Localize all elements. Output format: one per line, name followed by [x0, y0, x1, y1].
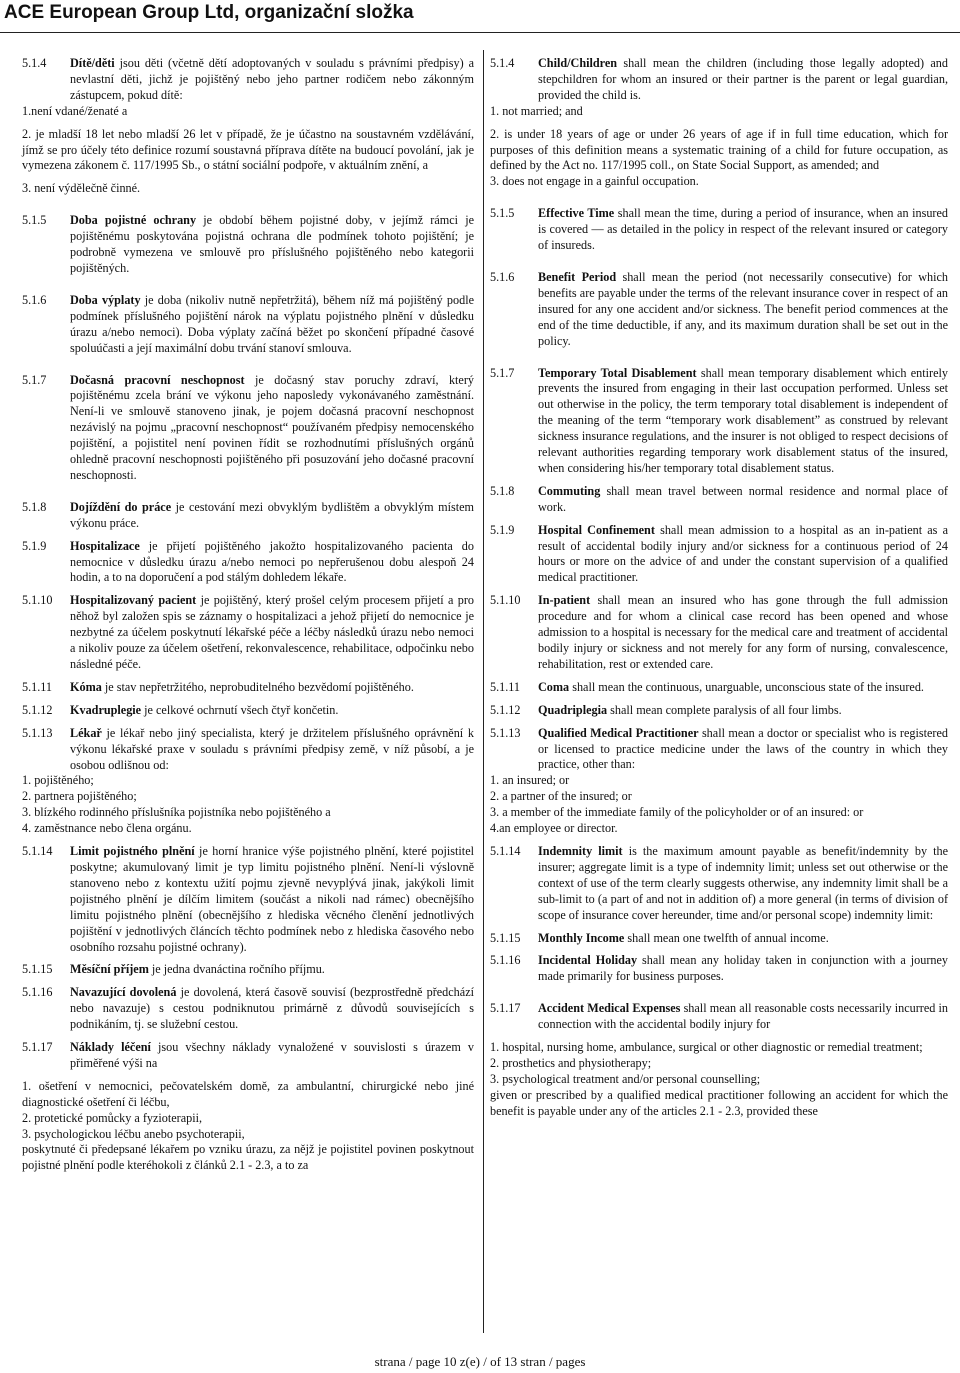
section-5-1-11-cz: 5.1.11 Kóma je stav nepřetržitého, neprobuditelného bezvědomí pojištěného.	[22, 679, 414, 694]
list-item: 1. an insured; or	[490, 773, 570, 788]
section-5-1-4-en: 5.1.4 Child/Children shall mean the children (including those legally adopted) and stepchildren for whom an insured or their partner is the parent or legal guardian, provided the child is.	[490, 56, 948, 102]
section-5-1-10-en: 5.1.10 In-patient shall mean an insured who has gone through the full admission procedure and for whom a clinical case record has been opened and whose admission to a hospital is necessary for the medical care and treatment of accidental bodily injury or sickness and not merely for any form of nursing, convalescence, rehabilitation, rest or extended care.	[490, 593, 948, 671]
header-divider	[0, 32, 960, 33]
column-divider	[483, 50, 484, 1333]
list-item: 2. prosthetics and physiotherapy;	[490, 1055, 652, 1070]
section-5-1-7-cz: 5.1.7 Dočasná pracovní neschopnost je dočasný stav poruchy zdraví, který pojištěnému zcela brání ve výkonu jeho naposledy vykonávaného zaměstnání. Není-li ve smlouvě stanoveno jinak, je pojem dočasná pracovní neschopnost nezávislý na pojmu „pracovní neschopnost“ používaném předpisy nemocenského pojištění, a pojistitel není povinen řídit se rozhodnutími příslušných orgánů ohledně pracovní neschopnosti pojištěného při posuzování jeho dočasné pracovní neschopnosti.	[22, 372, 474, 482]
section-5-1-9-cz: 5.1.9 Hospitalizace je přijetí pojištěného jakožto hospitalizovaného pacienta do nemocnice v důsledku úrazu a/nebo nemoci po nepřerušenou dobu alespoň 24 hodin, a to na doporučení a pod stálým dohledem lékaře.	[22, 538, 474, 585]
paragraph: poskytnuté či předepsané lékařem po vzniku úrazu, za nějž je pojistitel povinen poskytnout pojistné plnění podle kteréhokoli z článků 2.1 - 2.3, a to za	[22, 1142, 474, 1173]
list-item: 3. a member of the immediate family of the policyholder or of an insured: or	[490, 805, 864, 820]
section-5-1-5-cz: 5.1.5 Doba pojistné ochrany je období během pojistné doby, v jejímž rámci je pojištěnému poskytována pojistná ochrana dle podmínek tohoto pojištění; je podrobně vymezena ve smlouvě pro příslušného pojištěného nebo kategorii pojištěných.	[22, 213, 474, 275]
section-5-1-15-en: 5.1.15 Monthly Income shall mean one twelfth of annual income.	[490, 930, 829, 945]
section-5-1-15-cz: 5.1.15 Měsíční příjem je jedna dvanáctina ročního příjmu.	[22, 962, 325, 977]
list-item: 2. a partner of the insured; or	[490, 789, 632, 804]
section-5-1-5-en: 5.1.5 Effective Time shall mean the time, during a period of insurance, when an insured is covered — as detailed in the policy in respect of the relevant insured or category of insureds.	[490, 206, 948, 253]
section-5-1-17-en: 5.1.17 Accident Medical Expenses shall mean all reasonable costs necessarily incurred in connection with the accidental bodily injury for	[490, 1001, 948, 1032]
paragraph: given or prescribed by a qualified medical practitioner following an accident for which the benefit is payable under any of the articles 2.1 - 2.3, provided these	[490, 1087, 948, 1118]
list-item: 1. ošetření v nemocnici, pečovatelském domě, za ambulantní, chirurgické nebo jiné diagnostické ošetření či léčbu,	[22, 1078, 474, 1109]
section-5-1-6-en: 5.1.6 Benefit Period shall mean the period (not necessarily consecutive) for which benefits are payable under the terms of the relevant insurance cover in respect of an insured for any one accident and/or sickness. The benefit period commences at the end of the time deductible, if any, and its maximum duration shall be set out in the policy.	[490, 269, 948, 348]
section-5-1-13-cz: 5.1.13 Lékař je lékař nebo jiný specialista, který je držitelem příslušného oprávnění k výkonu lékařské praxe v souladu s právními předpisy země, v níž působí, a je osobou odlišnou od:	[22, 725, 474, 772]
company-header: ACE European Group Ltd, organizační složka	[4, 2, 414, 23]
list-item: 1. hospital, nursing home, ambulance, surgical or other diagnostic or remedial treatment;	[490, 1040, 923, 1055]
section-5-1-9-en: 5.1.9 Hospital Confinement shall mean admission to a hospital as an in-patient as a result of accidental bodily injury and/or sickness for a continuous period of 24 hours or more on the advice of and under the constant supervision of a qualified medical practitioner.	[490, 522, 948, 585]
list-item: 3. blízkého rodinného příslušníka pojistníka nebo pojištěného a	[22, 805, 331, 820]
page-footer: strana / page 10 z(e) / of 13 stran / pages	[374, 1354, 586, 1369]
list-item: 1. not married; and	[490, 103, 583, 118]
list-item: 3. does not engage in a gainful occupation.	[490, 174, 699, 189]
list-item: 2. partnera pojištěného;	[22, 789, 137, 804]
list-item: 3. psychological treatment and/or personal counselling;	[490, 1071, 761, 1086]
section-5-1-7-en: 5.1.7 Temporary Total Disablement shall mean temporary disablement which entirely prevents the insured from engaging in their last occupation performed. Unless set out otherwise in the policy, the term temporary total disablement is independent of the meaning of the term “temporary work disablement” as construed by relevant sickness insurance regulations, and the insurer is not obliged to respect decisions of relevant authorities regarding temporary work disablement status of the insured, when considering his/her temporary total disablement status.	[490, 365, 948, 475]
section-5-1-13-en: 5.1.13 Qualified Medical Practitioner shall mean a doctor or specialist who is registered or licensed to practice medicine under the laws of the country in which they practice, other than:	[490, 725, 948, 772]
list-item: 4. zaměstnance nebo člena orgánu.	[22, 821, 192, 836]
section-5-1-4-cz: 5.1.4 Dítě/děti jsou děti (včetně dětí adoptovaných v souladu s právními předpisy) a nevlastní děti, jichž je pojištěný nebo jeho partner rodičem nebo zákonným zástupcem, pokud dítě:	[22, 56, 474, 102]
list-item: 2. is under 18 years of age or under 26 years of age if in full time education, which for purposes of this definition means a systematic training of a child for future occupation, as defined by the Act no. 117/1995 coll., on State Social Support, as amended; and	[490, 126, 948, 173]
section-5-1-6-cz: 5.1.6 Doba výplaty je doba (nikoliv nutně nepřetržitá), během níž má pojištěný podle podmínek příslušného pojištění nárok na výplatu pojistného plnění v důsledku úrazu a/nebo nemoci). Doba výplaty začíná běžet po skončení případné časové spoluúčasti a její maximální dobu trvání stanoví smlouva.	[22, 292, 474, 355]
list-item: 1.není vdané/ženaté a	[22, 103, 128, 118]
list-item: 1. pojištěného;	[22, 773, 94, 788]
czech-column	[22, 56, 474, 1174]
section-5-1-16-cz: 5.1.16 Navazující dovolená je dovolená, která časově souvisí (bezprostředně předchází nebo navazuje) s cestou podniknutou primárně z důvodů souvisejících s podnikáním, tj. se služební cestou.	[22, 985, 474, 1032]
section-5-1-8-cz: 5.1.8 Dojíždění do práce je cestování mezi obvyklým bydlištěm a obvyklým místem výkonu práce.	[22, 499, 475, 530]
section-5-1-11-en: 5.1.11 Coma shall mean the continuous, unarguable, unconscious state of the insured.	[490, 679, 924, 694]
english-column	[490, 56, 948, 1120]
section-5-1-12-en: 5.1.12 Quadriplegia shall mean complete paralysis of all four limbs.	[490, 702, 842, 717]
list-item: 2. je mladší 18 let nebo mladší 26 let v případě, že je účastno na soustavném vzdělávání, jímž se pro účely této definice rozumí soustavná příprava dítěte na budoucí povolání, jak je vymezena zákonem č. 117/1995 Sb., o státní sociální podpoře, v aktuálním znění, a	[22, 126, 474, 173]
section-5-1-17-cz: 5.1.17 Náklady léčení jsou všechny náklady vynaložené v souvislosti s úrazem v přiměřené výši na	[22, 1040, 474, 1070]
list-item: 3. není výdělečně činné.	[22, 181, 141, 196]
list-item: 2. protetické pomůcky a fyzioterapii,	[22, 1110, 203, 1125]
section-5-1-8-en: 5.1.8 Commuting shall mean travel between normal residence and normal place of work.	[490, 483, 948, 514]
section-5-1-10-cz: 5.1.10 Hospitalizovaný pacient je pojištěný, který prošel celým procesem přijetí a pro něhož byl založen spis se záznamy o hospitalizaci a jehož přijetí do nemocnice je nezbytné za účelem poskytnutí lékařské péče a léčby následků úrazu nebo nemoci a nikoliv pouze za účelem ošetření, rekonvalescence, rehabilitace, odpočinku nebo následné péče.	[22, 593, 474, 671]
list-item: 4.an employee or director.	[490, 821, 618, 836]
section-5-1-14-en: 5.1.14 Indemnity limit is the maximum amount payable as benefit/indemnity by the insurer; aggregate limit is a type of indemnity limit; unless set out otherwise or the context of use of the term clearly suggests otherwise, any indemnity limit shall be a sub-limit to (a part of and not in addition of) a more general (in terms of division of scope of insurance cover hereunder, time and/or personal scope) indemnity limit:	[490, 843, 948, 922]
list-item: 3. psychologickou léčbu anebo psychoterapii,	[22, 1126, 245, 1141]
section-5-1-16-en: 5.1.16 Incidental Holiday shall mean any holiday taken in conjunction with a journey made primarily for business purposes.	[490, 953, 948, 984]
section-5-1-12-cz: 5.1.12 Kvadruplegie je celkové ochrnutí všech čtyř končetin.	[22, 702, 339, 717]
section-5-1-14-cz: 5.1.14 Limit pojistného plnění je horní hranice výše pojistného plnění, které pojistitel poskytne; akumulovaný limit je typ limitu pojistného plnění. Není-li výslovně stanoveno nebo z kontextu užití pojmu zjevně nevyplývá jinak, jakýkoli limit pojistného plnění je dílčím limitem (součást a nikoli nad rámec) obecnějšího limitu pojistného plnění (obecnějšího z hlediska věcného členění jednotlivých pojištění v jednotlivých článcích těchto podmínek nebo z hlediska časového nebo osobního rozsahu pojistné ochrany).	[22, 844, 474, 954]
